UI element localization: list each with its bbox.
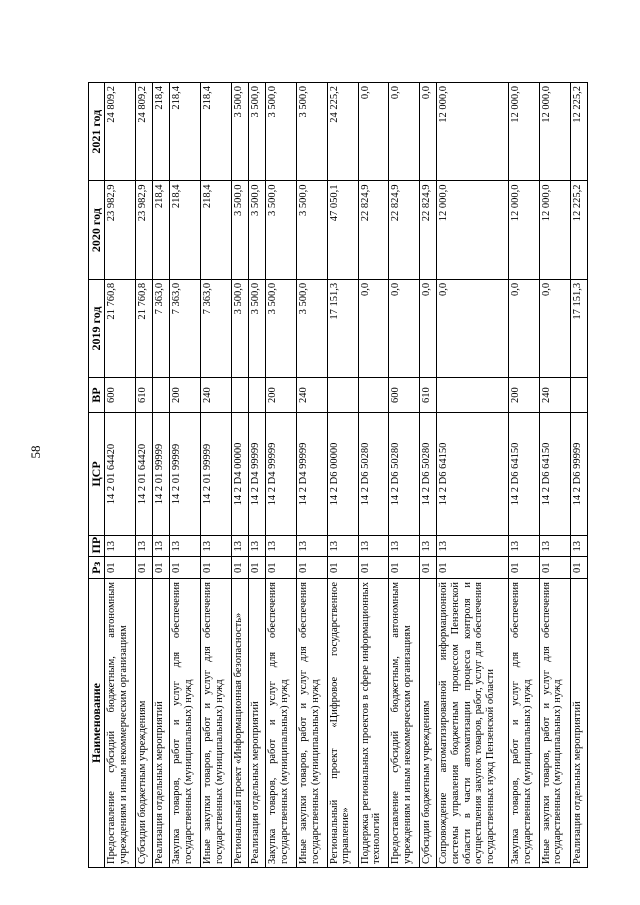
cell-2019: 21 760,8 bbox=[105, 279, 136, 377]
cell-csr: 14 2 D6 64150 bbox=[437, 413, 509, 536]
cell-name: Региональный проект «Цифровое государственное управление» bbox=[327, 579, 358, 868]
table-row bbox=[201, 83, 232, 868]
cell-name: Субсидии бюджетным учреждениям bbox=[135, 579, 152, 868]
cell-pr: 13 bbox=[201, 535, 232, 557]
cell-pr: 13 bbox=[509, 535, 540, 557]
cell-2021: 24 809,2 bbox=[135, 83, 152, 181]
cell-2019: 17 151,3 bbox=[327, 279, 358, 377]
cell-name: Поддержка региональных проектов в сфере информационных технологий bbox=[358, 579, 389, 868]
table-row bbox=[437, 83, 509, 868]
table-row bbox=[249, 83, 266, 868]
cell-name: Закупка товаров, работ и услуг для обеспечения государственных (муниципальных) нужд bbox=[266, 579, 297, 868]
cell-pr: 13 bbox=[231, 535, 248, 557]
cell-vr: 200 bbox=[170, 378, 201, 413]
cell-2020: 3 500,0 bbox=[266, 181, 297, 279]
cell-csr: 14 2 D4 99999 bbox=[266, 413, 297, 536]
cell-pr: 13 bbox=[153, 535, 170, 557]
cell-csr: 14 2 D6 50280 bbox=[358, 413, 389, 536]
cell-rz: 01 bbox=[437, 557, 509, 579]
cell-rz: 01 bbox=[153, 557, 170, 579]
cell-2019: 3 500,0 bbox=[266, 279, 297, 377]
cell-2020: 3 500,0 bbox=[249, 181, 266, 279]
cell-csr: 14 2 01 64420 bbox=[105, 413, 136, 536]
rotated-page-content bbox=[88, 82, 588, 868]
cell-2021: 3 500,0 bbox=[231, 83, 248, 181]
table-row bbox=[327, 83, 358, 868]
cell-rz: 01 bbox=[539, 557, 570, 579]
cell-vr: 600 bbox=[389, 378, 420, 413]
cell-2020: 12 225,2 bbox=[570, 181, 587, 279]
cell-vr: 610 bbox=[135, 378, 152, 413]
cell-csr: 14 2 D4 99999 bbox=[297, 413, 328, 536]
header-2019: 2019 год bbox=[89, 279, 105, 377]
cell-rz: 01 bbox=[570, 557, 587, 579]
cell-vr: 610 bbox=[420, 378, 437, 413]
cell-name: Региональный проект «Информационная безопасность» bbox=[231, 579, 248, 868]
cell-2019: 3 500,0 bbox=[249, 279, 266, 377]
cell-2019: 7 363,0 bbox=[170, 279, 201, 377]
cell-csr: 14 2 D6 00000 bbox=[327, 413, 358, 536]
cell-name: Реализация отдельных мероприятий bbox=[249, 579, 266, 868]
cell-2020: 218,4 bbox=[201, 181, 232, 279]
table-row bbox=[153, 83, 170, 868]
cell-2019: 0,0 bbox=[539, 279, 570, 377]
cell-2019: 0,0 bbox=[437, 279, 509, 377]
cell-2021: 0,0 bbox=[420, 83, 437, 181]
cell-vr: 240 bbox=[539, 378, 570, 413]
cell-name: Предоставление субсидий бюджетным, автономным учреждениям и иным некоммерческим организациям bbox=[105, 579, 136, 868]
table-row bbox=[539, 83, 570, 868]
cell-csr: 14 2 D6 50280 bbox=[389, 413, 420, 536]
cell-2019: 0,0 bbox=[420, 279, 437, 377]
cell-pr: 13 bbox=[135, 535, 152, 557]
cell-name: Реализация отдельных мероприятий bbox=[570, 579, 587, 868]
cell-name: Сопровождение автоматизированной информационной системы управления бюджетным процессом Пензенской области в части автоматизации процесса контроля и осуществления закупок товаров, работ, услуг для обеспечения государственных нужд Пензенской области bbox=[437, 579, 509, 868]
cell-2021: 218,4 bbox=[170, 83, 201, 181]
cell-pr: 13 bbox=[420, 535, 437, 557]
table-row bbox=[266, 83, 297, 868]
cell-rz: 01 bbox=[297, 557, 328, 579]
cell-name: Реализация отдельных мероприятий bbox=[153, 579, 170, 868]
cell-2020: 218,4 bbox=[170, 181, 201, 279]
cell-vr: 200 bbox=[509, 378, 540, 413]
cell-2019: 0,0 bbox=[509, 279, 540, 377]
cell-csr: 14 2 D6 64150 bbox=[539, 413, 570, 536]
table-row bbox=[389, 83, 420, 868]
header-2021: 2021 год bbox=[89, 83, 105, 181]
cell-2020: 23 982,9 bbox=[105, 181, 136, 279]
cell-2020: 3 500,0 bbox=[297, 181, 328, 279]
cell-pr: 13 bbox=[389, 535, 420, 557]
cell-vr bbox=[249, 378, 266, 413]
cell-2021: 12 000,0 bbox=[509, 83, 540, 181]
cell-vr: 200 bbox=[266, 378, 297, 413]
cell-name: Иные закупки товаров, работ и услуг для обеспечения государственных (муниципальных) нужд bbox=[201, 579, 232, 868]
cell-csr: 14 2 D6 64150 bbox=[509, 413, 540, 536]
cell-name: Закупка товаров, работ и услуг для обеспечения государственных (муниципальных) нужд bbox=[170, 579, 201, 868]
cell-2020: 12 000,0 bbox=[539, 181, 570, 279]
cell-pr: 13 bbox=[358, 535, 389, 557]
cell-pr: 13 bbox=[266, 535, 297, 557]
cell-2019: 21 760,8 bbox=[135, 279, 152, 377]
cell-pr: 13 bbox=[327, 535, 358, 557]
cell-vr bbox=[358, 378, 389, 413]
cell-2019: 0,0 bbox=[358, 279, 389, 377]
cell-2021: 24 809,2 bbox=[105, 83, 136, 181]
header-name: Наименование bbox=[89, 579, 105, 868]
cell-2019: 17 151,3 bbox=[570, 279, 587, 377]
cell-csr: 14 2 D4 99999 bbox=[249, 413, 266, 536]
cell-2021: 218,4 bbox=[153, 83, 170, 181]
cell-pr: 13 bbox=[249, 535, 266, 557]
cell-2021: 3 500,0 bbox=[297, 83, 328, 181]
cell-2019: 3 500,0 bbox=[231, 279, 248, 377]
cell-name: Иные закупки товаров, работ и услуг для обеспечения государственных (муниципальных) нужд bbox=[297, 579, 328, 868]
table-body bbox=[105, 83, 588, 868]
table-row bbox=[509, 83, 540, 868]
table-header-row bbox=[89, 83, 105, 868]
table-row bbox=[231, 83, 248, 868]
cell-rz: 01 bbox=[231, 557, 248, 579]
cell-vr: 240 bbox=[297, 378, 328, 413]
cell-csr: 14 2 01 99999 bbox=[153, 413, 170, 536]
cell-rz: 01 bbox=[105, 557, 136, 579]
cell-vr bbox=[231, 378, 248, 413]
header-pr: ПР bbox=[89, 535, 105, 557]
cell-2021: 3 500,0 bbox=[266, 83, 297, 181]
cell-csr: 14 2 D6 50280 bbox=[420, 413, 437, 536]
cell-pr: 13 bbox=[437, 535, 509, 557]
cell-pr: 13 bbox=[570, 535, 587, 557]
table-row bbox=[170, 83, 201, 868]
cell-rz: 01 bbox=[135, 557, 152, 579]
cell-2021: 12 000,0 bbox=[539, 83, 570, 181]
cell-2021: 24 225,2 bbox=[327, 83, 358, 181]
cell-csr: 14 2 01 99999 bbox=[201, 413, 232, 536]
cell-name: Закупка товаров, работ и услуг для обеспечения государственных (муниципальных) нужд bbox=[509, 579, 540, 868]
table-row bbox=[105, 83, 136, 868]
cell-2019: 0,0 bbox=[389, 279, 420, 377]
cell-2021: 3 500,0 bbox=[249, 83, 266, 181]
cell-2021: 0,0 bbox=[389, 83, 420, 181]
page-number: 58 bbox=[28, 445, 43, 459]
cell-name: Предоставление субсидий бюджетным, автономным учреждениям и иным некоммерческим организациям bbox=[389, 579, 420, 868]
table-row bbox=[297, 83, 328, 868]
cell-rz: 01 bbox=[420, 557, 437, 579]
table-row bbox=[358, 83, 389, 868]
cell-2020: 23 982,9 bbox=[135, 181, 152, 279]
cell-vr bbox=[153, 378, 170, 413]
cell-name: Субсидии бюджетным учреждениям bbox=[420, 579, 437, 868]
cell-2020: 47 050,1 bbox=[327, 181, 358, 279]
cell-vr bbox=[570, 378, 587, 413]
cell-csr: 14 2 01 99999 bbox=[170, 413, 201, 536]
cell-2020: 22 824,9 bbox=[389, 181, 420, 279]
cell-rz: 01 bbox=[358, 557, 389, 579]
cell-2019: 3 500,0 bbox=[297, 279, 328, 377]
cell-vr bbox=[327, 378, 358, 413]
cell-vr: 240 bbox=[201, 378, 232, 413]
cell-rz: 01 bbox=[509, 557, 540, 579]
header-rz: Рз bbox=[89, 557, 105, 579]
cell-2020: 218,4 bbox=[153, 181, 170, 279]
cell-2020: 3 500,0 bbox=[231, 181, 248, 279]
header-2020: 2020 год bbox=[89, 181, 105, 279]
table-row bbox=[135, 83, 152, 868]
cell-2021: 218,4 bbox=[201, 83, 232, 181]
cell-pr: 13 bbox=[539, 535, 570, 557]
cell-vr: 600 bbox=[105, 378, 136, 413]
cell-2020: 22 824,9 bbox=[358, 181, 389, 279]
cell-2019: 7 363,0 bbox=[201, 279, 232, 377]
cell-2021: 12 000,0 bbox=[437, 83, 509, 181]
header-csr: ЦСР bbox=[89, 413, 105, 536]
cell-rz: 01 bbox=[170, 557, 201, 579]
table-row bbox=[570, 83, 587, 868]
cell-pr: 13 bbox=[297, 535, 328, 557]
cell-rz: 01 bbox=[201, 557, 232, 579]
cell-2020: 22 824,9 bbox=[420, 181, 437, 279]
cell-2021: 12 225,2 bbox=[570, 83, 587, 181]
budget-table bbox=[88, 82, 588, 868]
cell-pr: 13 bbox=[105, 535, 136, 557]
cell-rz: 01 bbox=[389, 557, 420, 579]
cell-csr: 14 2 01 64420 bbox=[135, 413, 152, 536]
cell-2019: 7 363,0 bbox=[153, 279, 170, 377]
cell-rz: 01 bbox=[249, 557, 266, 579]
cell-2020: 12 000,0 bbox=[437, 181, 509, 279]
cell-csr: 14 2 D6 99999 bbox=[570, 413, 587, 536]
cell-rz: 01 bbox=[327, 557, 358, 579]
cell-vr bbox=[437, 378, 509, 413]
cell-2020: 12 000,0 bbox=[509, 181, 540, 279]
table-row bbox=[420, 83, 437, 868]
header-vr: ВР bbox=[89, 378, 105, 413]
cell-name: Иные закупки товаров, работ и услуг для обеспечения государственных (муниципальных) нужд bbox=[539, 579, 570, 868]
cell-csr: 14 2 D4 00000 bbox=[231, 413, 248, 536]
cell-pr: 13 bbox=[170, 535, 201, 557]
cell-rz: 01 bbox=[266, 557, 297, 579]
cell-2021: 0,0 bbox=[358, 83, 389, 181]
